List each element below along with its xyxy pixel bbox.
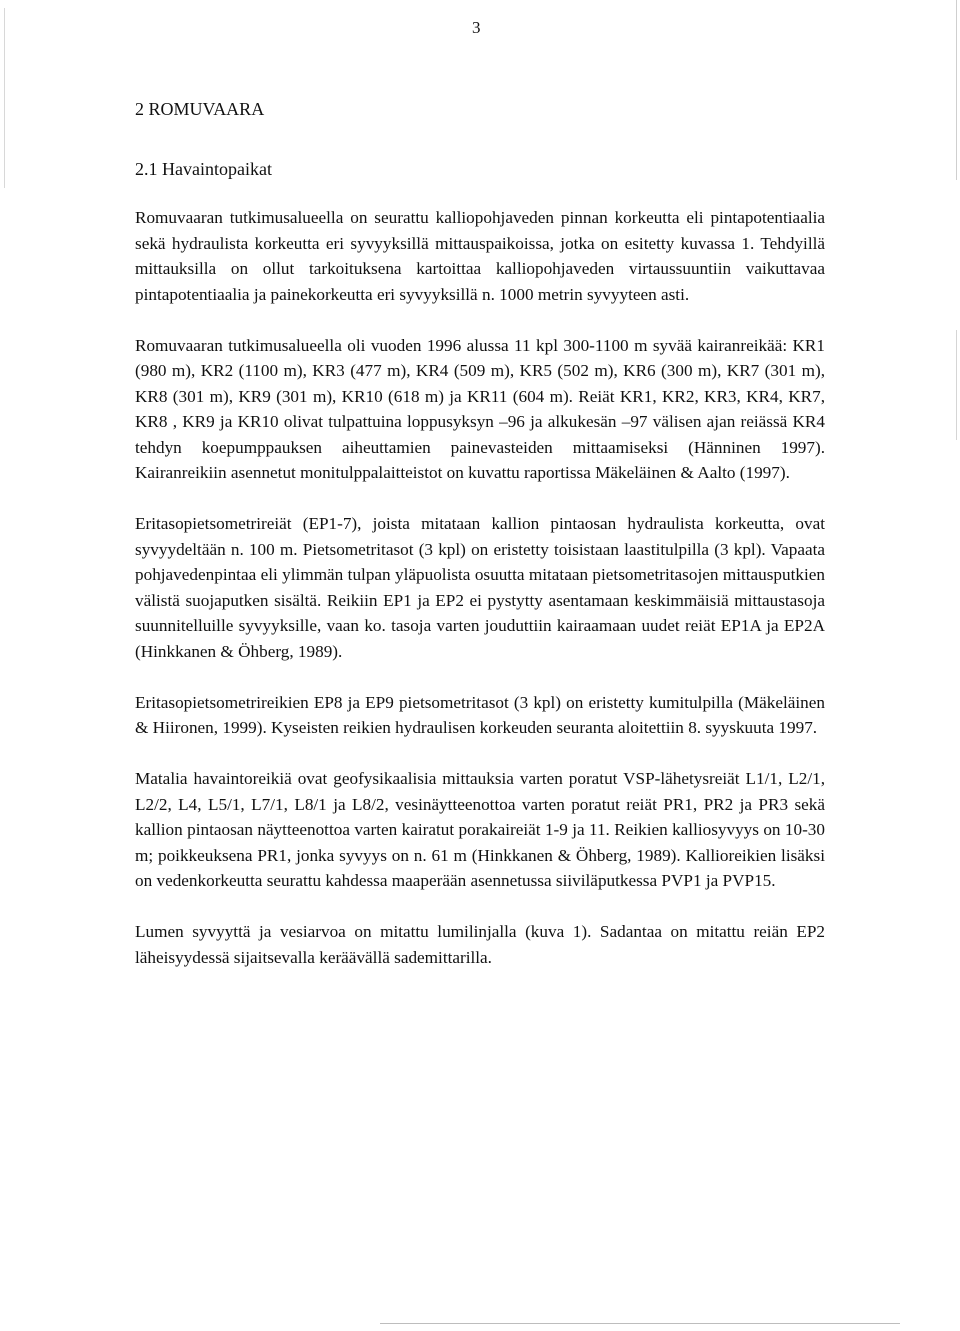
section-heading: 2.1 Havaintopaikat xyxy=(135,159,272,179)
scan-edge-line xyxy=(956,0,957,180)
scan-edge-line xyxy=(4,8,5,188)
paragraph: Romuvaaran tutkimusalueella on seurattu kalliopohjaveden pinnan korkeutta eli pintapotentiaalia sekä hydraulista korkeutta eri syvyyksillä mittauspaikoissa, jotka on esitetty kuvassa 1. Tehdyillä mittauksilla on ollut tarkoituksena kartoittaa kalliopohjaveden virtaussuuntiin vaikuttavaa pintapotentiaalia ja painekorkeutta eri syvyyksillä n. 1000 metrin syvyyteen asti. xyxy=(135,208,825,304)
paragraph: Matalia havaintoreikiä ovat geofysikaalisia mittauksia varten poratut VSP-lähetysreiät L1/1, L2/1, L2/2, L4, L5/1, L7/1, L8/1 ja L8/2, vesinäytteenottoa varten poratut reiät PR1, PR2 ja PR3 sekä kallion pintaosan näytteenottoa varten kairatut porakaireiät 1-9 ja 11. Reikien kalliosyvyys on 10-30 m; poikkeuksena PR1, jonka syvyys on n. 61 m (Hinkkanen & Öhberg, 1989). Kallioreikien lisäksi on vedenkorkeutta seurattu kahdessa maaperään asennetussa siiviläputkessa PVP1 ja PVP15. xyxy=(135,769,825,890)
paragraph: Eritasopietsometrireikien EP8 ja EP9 pietsometritasot (3 kpl) on eristetty kumitulpilla (Mäkeläinen & Hiironen, 1999). Kyseisten reikien hydraulisen korkeuden seuranta aloitettiin 8. syyskuuta 1997. xyxy=(135,692,825,737)
paragraph: Romuvaaran tutkimusalueella oli vuoden 1996 alussa 11 kpl 300-1100 m syvää kairanreikää: KR1 (980 m), KR2 (1100 m), KR3 (477 m), KR4 (509 m), KR5 (502 m), KR6 (300 m), KR7 (301 m), KR8 (301 m), KR9 (301 m), KR10 (618 m) ja KR11 (604 m). Reiät KR1, KR2, KR3, KR4, KR7, KR8 , KR9 ja KR10 olivat tulpattuina loppusyksyn –96 ja alkukesän –97 välisen ajan reiässä KR4 tehdyn koepumppauksen aiheuttamien painevasteiden mittaamiseksi (Hänninen 1997). Kairanreikiin asennetut monitulppalaitteistot on kuvattu raportissa Mäkeläinen & Aalto (1997). xyxy=(135,335,825,482)
body-text xyxy=(135,205,825,970)
page-number: 3 xyxy=(472,18,481,37)
scan-bottom-rule xyxy=(380,1323,900,1324)
paragraph: Eritasopietsometrireiät (EP1-7), joista mitataan kallion pintaosan hydraulista korkeutta, ovat syvyydeltään n. 100 m. Pietsometritasot (3 kpl) on eristetty toisistaan laastitulpilla (3 kpl). Vapaata pohjavedenpintaa eli ylimmän tulpan yläpuolista osuutta mitataan pietsometritasojen mittausputkien välistä suojaputken sisältä. Reikiin EP1 ja EP2 ei pystytty asentamaan keskimmäisiä mittaustasoja suunnitelluille syvyyksille, vaan ko. tasoja varten jouduttiin kairaamaan uudet reiät EP1A ja EP2A (Hinkkanen & Öhberg, 1989). xyxy=(135,514,825,661)
scan-edge-line xyxy=(956,330,957,440)
paragraph: Lumen syvyyttä ja vesiarvoa on mitattu lumilinjalla (kuva 1). Sadantaa on mitattu reiän EP2 läheisyydessä sijaitsevalla keräävällä sademittarilla. xyxy=(135,922,825,967)
chapter-heading: 2 ROMUVAARA xyxy=(135,99,265,119)
